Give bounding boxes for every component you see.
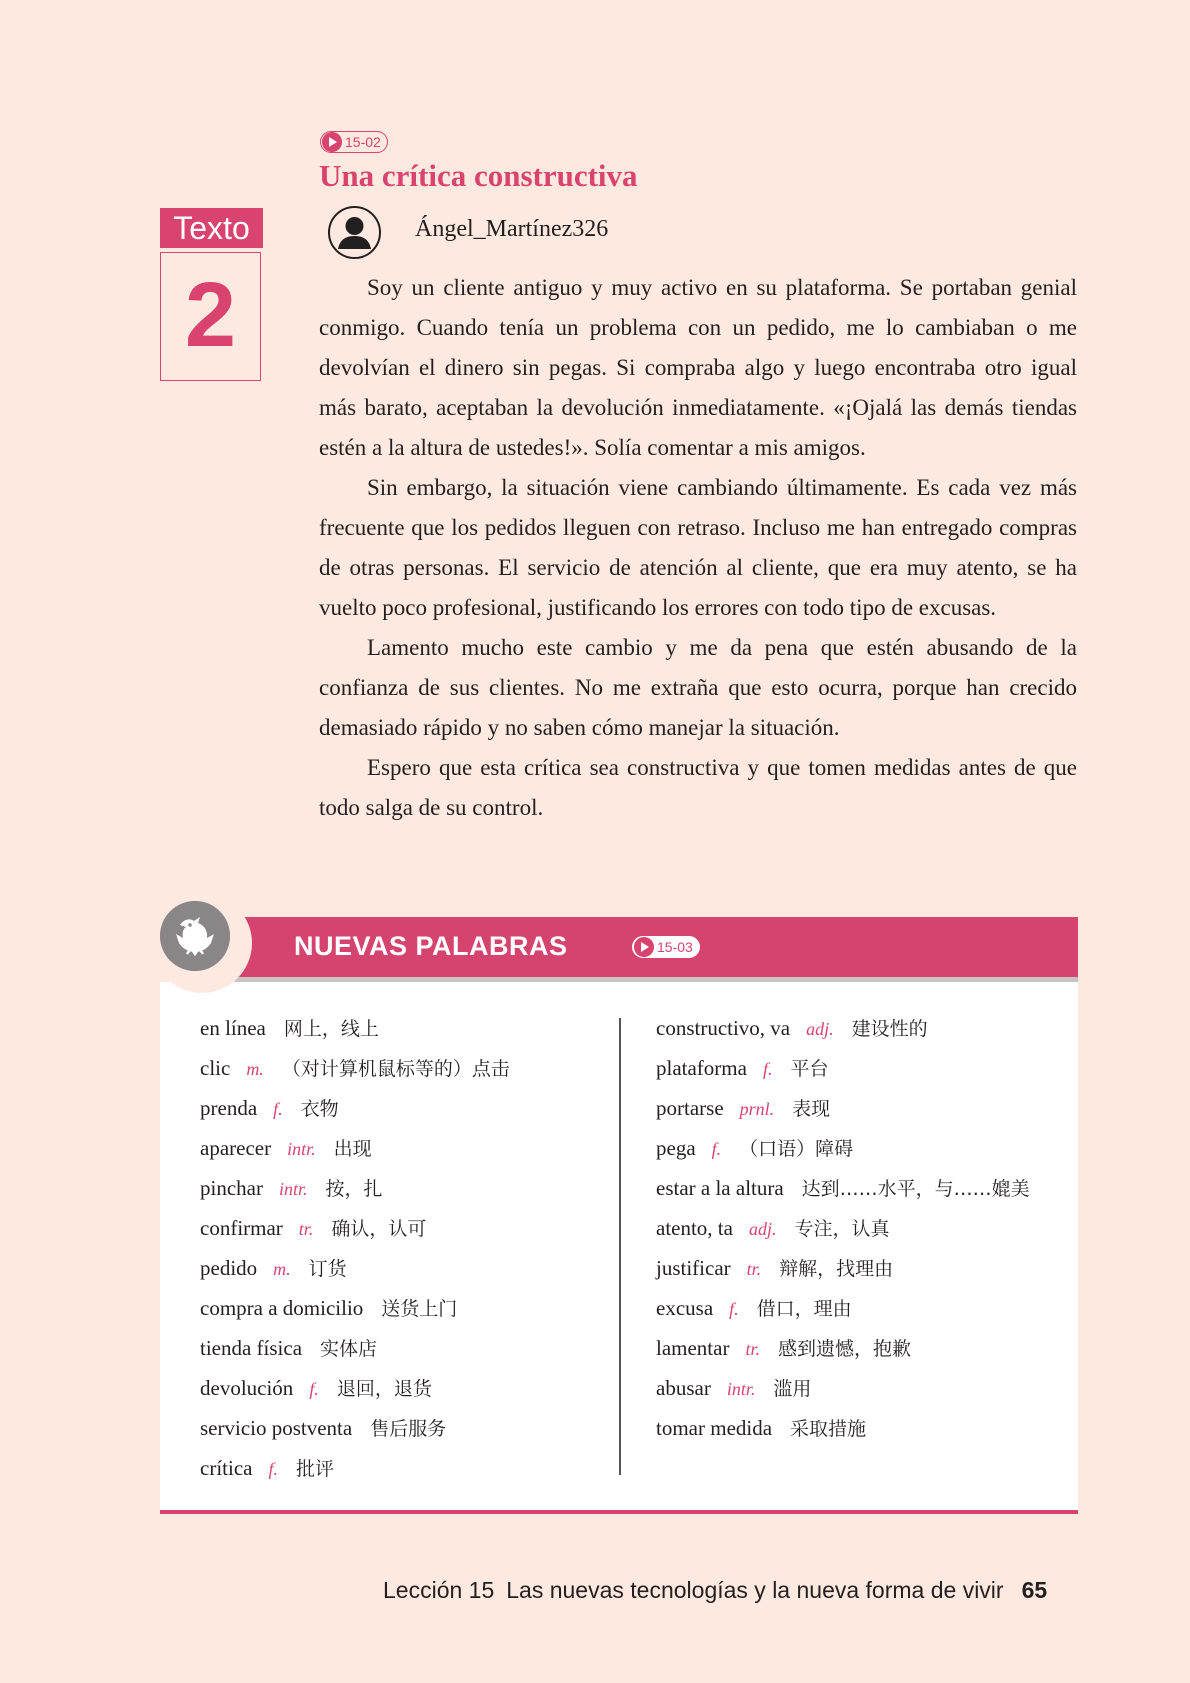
vocab-entry bbox=[656, 1408, 1030, 1448]
vocab-word: crítica bbox=[200, 1456, 253, 1480]
paragraph: Soy un cliente antiguo y muy activo en su plataforma. Se portaban genial conmigo. Cuando tenía un problema con un pedido, me lo cambiaban o me devolvían el dinero sin pegas. Si compraba algo y luego encontraba otro igual más barato, aceptaban la devolución inmediatamente. «¡Ojalá las demás tiendas estén a la altura de ustedes!». Solía comentar a mis amigos. bbox=[319, 275, 1077, 460]
vocab-pos: tr. bbox=[745, 1339, 760, 1359]
vocab-translation: 借口，理由 bbox=[756, 1298, 852, 1320]
vocab-pos: f. bbox=[309, 1379, 319, 1399]
texto-number: 2 bbox=[160, 252, 261, 381]
vocab-title: NUEVAS PALABRAS bbox=[294, 931, 568, 961]
vocab-entry bbox=[656, 1288, 1030, 1328]
vocab-entry bbox=[656, 1088, 1030, 1128]
vocab-translation: （对计算机鼠标等的）点击 bbox=[281, 1058, 510, 1080]
vocab-pos: intr. bbox=[287, 1139, 316, 1159]
vocab-translation: （口语）障碍 bbox=[739, 1138, 854, 1160]
vocab-entry bbox=[200, 1008, 510, 1048]
vocab-entry bbox=[200, 1328, 510, 1368]
vocab-translation: 建设性的 bbox=[851, 1018, 928, 1040]
vocab-pos: adj. bbox=[806, 1019, 834, 1039]
play-icon bbox=[322, 132, 342, 152]
lesson-title: Las nuevas tecnologías y la nueva forma de vivir bbox=[506, 1577, 1004, 1603]
vocab-translation: 退回，退货 bbox=[336, 1378, 432, 1400]
page-number: 65 bbox=[1021, 1577, 1048, 1603]
text-title: Una crítica constructiva bbox=[319, 158, 638, 193]
column-divider bbox=[619, 1018, 621, 1475]
vocab-entry bbox=[656, 1248, 1030, 1288]
user-avatar-icon bbox=[327, 205, 382, 260]
vocab-entry bbox=[200, 1128, 510, 1168]
vocab-word: pinchar bbox=[200, 1176, 263, 1200]
vocab-entry bbox=[200, 1248, 510, 1288]
vocab-translation: 平台 bbox=[790, 1058, 829, 1080]
vocab-translation: 按，扎 bbox=[325, 1178, 383, 1200]
banner-shadow bbox=[232, 977, 1078, 982]
vocab-word: abusar bbox=[656, 1376, 711, 1400]
vocab-translation: 感到遗憾，抱歉 bbox=[777, 1338, 911, 1360]
vocab-translation: 辩解，找理由 bbox=[779, 1258, 894, 1280]
vocab-translation: 出现 bbox=[333, 1138, 372, 1160]
vocab-translation: 达到……水平，与……媲美 bbox=[801, 1178, 1030, 1200]
vocab-entry bbox=[200, 1368, 510, 1408]
vocab-translation: 确认，认可 bbox=[331, 1218, 427, 1240]
vocab-entry bbox=[200, 1408, 510, 1448]
audio-badge-text[interactable] bbox=[320, 131, 388, 153]
vocab-translation: 衣物 bbox=[300, 1098, 339, 1120]
vocab-entry bbox=[656, 1168, 1030, 1208]
vocab-translation: 实体店 bbox=[320, 1338, 378, 1360]
vocab-word: portarse bbox=[656, 1096, 724, 1120]
article-body bbox=[319, 268, 1077, 828]
vocab-list-right bbox=[656, 1008, 1030, 1448]
vocab-word: lamentar bbox=[656, 1336, 730, 1360]
vocab-pos: tr. bbox=[746, 1259, 762, 1279]
vocab-translation: 售后服务 bbox=[370, 1418, 447, 1440]
vocab-word: compra a domicilio bbox=[200, 1296, 364, 1320]
vocab-entry bbox=[656, 1128, 1030, 1168]
vocab-word: excusa bbox=[656, 1296, 714, 1320]
vocab-entry bbox=[656, 1008, 1030, 1048]
vocab-list-left bbox=[200, 1008, 510, 1488]
vocab-translation: 订货 bbox=[308, 1258, 347, 1280]
vocab-entry bbox=[200, 1208, 510, 1248]
page-footer bbox=[383, 1577, 1047, 1604]
paragraph: Sin embargo, la situación viene cambiando últimamente. Es cada vez más frecuente que los pedidos lleguen con retraso. Incluso me han entregado compras de otras personas. El servicio de atención al cliente, que era muy atento, se ha vuelto poco profesional, justificando los errores con todo tipo de excusas. bbox=[319, 475, 1077, 620]
vocab-pos: f. bbox=[273, 1099, 283, 1119]
vocab-word: servicio postventa bbox=[200, 1416, 353, 1440]
vocab-entry bbox=[656, 1328, 1030, 1368]
vocab-translation: 批评 bbox=[295, 1458, 334, 1480]
vocab-word: atento, ta bbox=[656, 1216, 733, 1240]
vocab-translation: 滥用 bbox=[773, 1378, 812, 1400]
play-icon bbox=[634, 937, 654, 957]
audio-track-label: 15-02 bbox=[345, 134, 381, 150]
vocab-pos: intr. bbox=[278, 1179, 308, 1199]
texto-label: Texto bbox=[160, 208, 263, 248]
vocab-entry bbox=[200, 1448, 510, 1488]
vocab-pos: m. bbox=[246, 1059, 264, 1079]
vocab-word: prenda bbox=[200, 1096, 258, 1120]
vocab-word: tomar medida bbox=[656, 1416, 773, 1440]
vocab-entry bbox=[656, 1048, 1030, 1088]
vocab-translation: 专注，认真 bbox=[794, 1218, 890, 1240]
vocab-entry bbox=[656, 1208, 1030, 1248]
vocab-word: pega bbox=[656, 1136, 696, 1160]
vocab-word: en línea bbox=[200, 1016, 266, 1040]
vocab-word: plataforma bbox=[656, 1056, 747, 1080]
vocab-entry bbox=[200, 1048, 510, 1088]
vocab-word: estar a la altura bbox=[656, 1176, 784, 1200]
vocab-pos: f. bbox=[711, 1139, 722, 1159]
vocab-entry bbox=[200, 1088, 510, 1128]
bird-emblem-icon bbox=[160, 901, 230, 971]
vocab-pos: m. bbox=[273, 1259, 291, 1279]
vocab-word: tienda física bbox=[200, 1336, 303, 1360]
author-name: Ángel_Martínez326 bbox=[415, 216, 609, 242]
vocab-word: aparecer bbox=[200, 1136, 272, 1160]
vocab-word: pedido bbox=[200, 1256, 258, 1280]
vocab-pos: f. bbox=[729, 1299, 739, 1319]
vocab-word: constructivo, va bbox=[656, 1016, 791, 1040]
vocab-pos: prnl. bbox=[739, 1099, 775, 1119]
vocab-word: devolución bbox=[200, 1376, 294, 1400]
paragraph: Espero que esta crítica sea constructiva y que tomen medidas antes de que todo salga de su control. bbox=[319, 755, 1077, 820]
vocab-entry bbox=[200, 1288, 510, 1328]
vocab-entry bbox=[656, 1368, 1030, 1408]
vocab-word: confirmar bbox=[200, 1216, 283, 1240]
vocab-word: clic bbox=[200, 1056, 231, 1080]
vocab-pos: f. bbox=[268, 1459, 278, 1479]
vocab-pos: f. bbox=[762, 1059, 773, 1079]
vocab-pos: tr. bbox=[298, 1219, 314, 1239]
vocab-entry bbox=[200, 1168, 510, 1208]
audio-badge-vocab[interactable] bbox=[632, 936, 700, 958]
vocab-translation: 采取措施 bbox=[790, 1418, 867, 1440]
audio-track-label: 15-03 bbox=[657, 939, 693, 955]
vocab-translation: 表现 bbox=[792, 1098, 831, 1120]
lesson-number: Lección 15 bbox=[383, 1577, 495, 1603]
vocab-word: justificar bbox=[656, 1256, 731, 1280]
vocab-pos: intr. bbox=[726, 1379, 756, 1399]
paragraph: Lamento mucho este cambio y me da pena que estén abusando de la confianza de sus clientes. No me extraña que esto ocurra, porque han crecido demasiado rápido y no saben cómo manejar la situación. bbox=[319, 635, 1077, 740]
vocab-translation: 网上，线上 bbox=[283, 1018, 379, 1040]
vocab-bottom-rule bbox=[160, 1510, 1078, 1514]
vocab-pos: adj. bbox=[748, 1219, 777, 1239]
vocab-translation: 送货上门 bbox=[381, 1298, 458, 1320]
